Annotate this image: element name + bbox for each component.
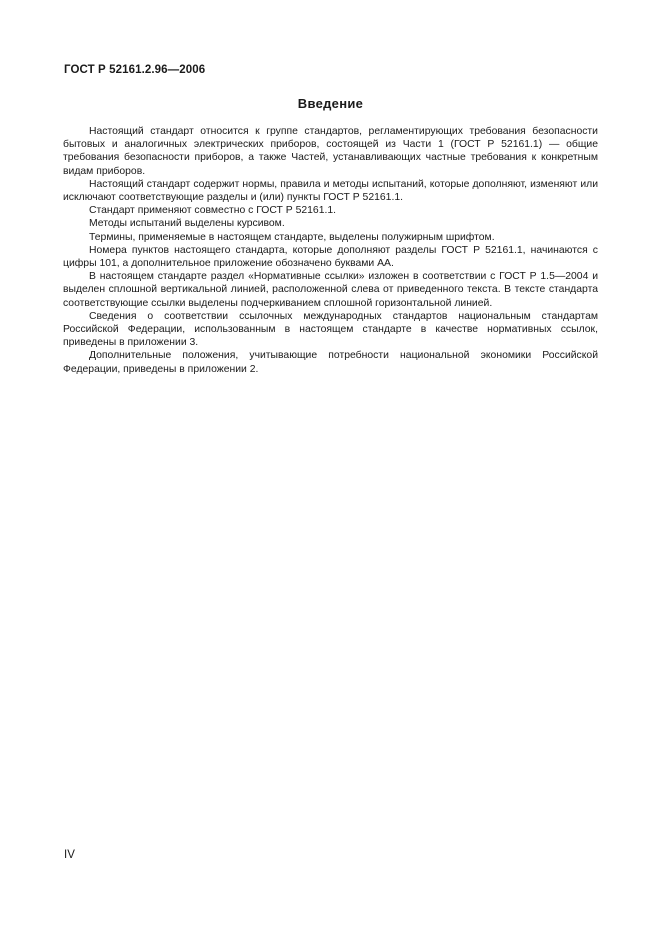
section-title: Введение	[297, 96, 364, 111]
paragraph: В настоящем стандарте раздел «Нормативные ссылки» изложен в соответствии с ГОСТ Р 1.5—2004 и выделен сплошной вертикальной линией, расположенной слева от приведенного текста. В тексте стандарта соответствующие ссылки выделены подчеркиванием сплошной горизонтальной линией.	[63, 271, 598, 309]
paragraph: Сведения о соответствии ссылочных международных стандартов национальным стандартам Российской Федерации, использованным в настоящем стандарте в качестве нормативных ссылок, приведены в приложении 3.	[63, 310, 598, 349]
introduction-body	[63, 125, 598, 376]
page-number: IV	[64, 849, 75, 861]
paragraph: Термины, применяемые в настоящем стандарте, выделены полужирным шрифтом.	[89, 231, 495, 243]
paragraph: Методы испытаний выделены курсивом.	[89, 218, 285, 230]
paragraph: Настоящий стандарт относится к группе стандартов, регламентирующих требования безопасности бытовых и аналогичных электрических приборов, состоящей из Части 1 (ГОСТ Р 52161.1) — общие требования безопасности приборов, а также Частей, устанавливающих частные требования к конкретным видам приборов.	[63, 126, 598, 177]
paragraph: Стандарт применяют совместно с ГОСТ Р 52161.1.	[89, 205, 337, 217]
paragraph: Настоящий стандарт содержит нормы, правила и методы испытаний, которые дополняют, изменяют или исключают соответствующие разделы и (или) пункты ГОСТ Р 52161.1.	[63, 178, 598, 204]
paragraph: Номера пунктов настоящего стандарта, которые дополняют разделы ГОСТ Р 52161.1, начинаются с цифры 101, а дополнительное приложение обозначено буквами АА.	[63, 244, 598, 270]
paragraph: Дополнительные положения, учитывающие потребности национальной экономики Российской Федерации, приведены в приложении 2.	[63, 350, 598, 375]
document-header-standard-id: ГОСТ Р 52161.2.96—2006	[64, 64, 206, 76]
